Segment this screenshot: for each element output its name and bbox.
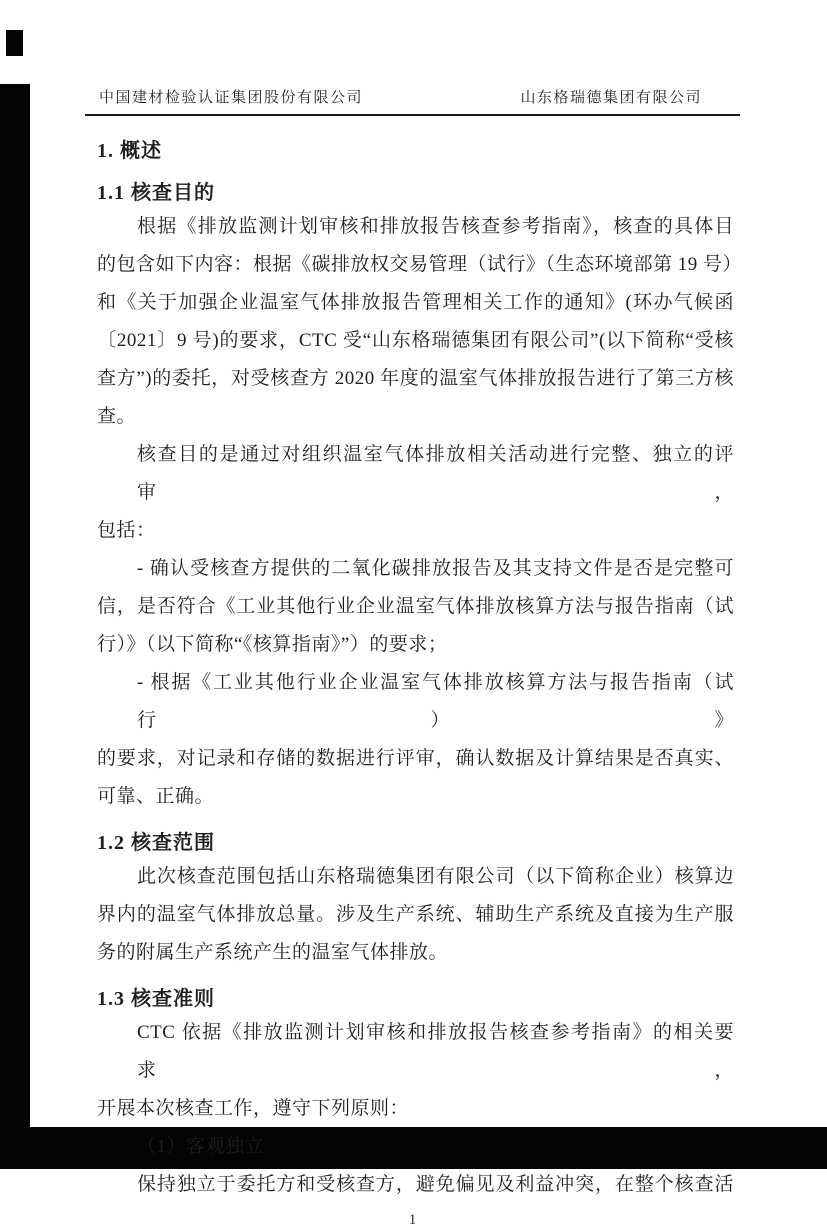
- paragraph-line: 的包含如下内容：根据《碳排放权交易管理（试行》（生态环境部第 19 号）: [97, 254, 743, 275]
- header-client-company: 山东格瑞德集团有限公司: [520, 90, 702, 106]
- paragraph-line: 核查目的是通过对组织温室气体排放相关活动进行完整、独立的评审，: [137, 444, 734, 503]
- paragraph-line: 行）》（以下简称“《核算指南》”）的要求；: [97, 634, 448, 655]
- scan-artifact-blob: [6, 30, 23, 56]
- paragraph-line: 开展本次核查工作，遵守下列原则：: [97, 1098, 410, 1119]
- page-content: [85, 86, 743, 1229]
- paragraph-line: 信，是否符合《工业其他行业企业温室气体排放核算方法与报告指南（试: [97, 596, 734, 617]
- paragraph: [97, 1014, 734, 1128]
- paragraph-line: - 根据《工业其他行业企业温室气体排放核算方法与报告指南（试行）》: [137, 672, 734, 731]
- paragraph: [97, 1166, 734, 1204]
- paragraph-line: 的要求，对记录和存储的数据进行评审，确认数据及计算结果是否真实、: [97, 748, 734, 769]
- page-number: 1: [408, 1212, 417, 1228]
- paragraph-line: 保持独立于委托方和受核查方，避免偏见及利益冲突，在整个核查活: [137, 1174, 734, 1195]
- paragraph-line: 包括：: [97, 520, 156, 541]
- paragraph: [97, 858, 734, 972]
- paragraph: [97, 208, 743, 436]
- section-heading: 1.2 核查范围: [97, 832, 215, 854]
- section-heading: 1.1 核查目的: [97, 182, 215, 204]
- paragraph-line: 查方”)的委托，对受核查方 2020 年度的温室气体排放报告进行了第三方核: [97, 368, 734, 389]
- paragraph-line: 此次核查范围包括山东格瑞德集团有限公司（以下简称企业）核算边: [137, 866, 734, 887]
- document-body: [85, 136, 743, 1204]
- paragraph-line: 和《关于加强企业温室气体排放报告管理相关工作的通知》(环办气候函: [97, 292, 734, 313]
- paragraph: [97, 664, 734, 816]
- page-header: [85, 86, 740, 116]
- paragraph-line: 界内的温室气体排放总量。涉及生产系统、辅助生产系统及直接为生产服: [97, 904, 734, 925]
- paragraph-line: 〔2021〕9 号)的要求，CTC 受“山东格瑞德集团有限公司”(以下简称“受核: [97, 330, 734, 351]
- page-footer: [85, 1212, 740, 1229]
- paragraph: [97, 436, 734, 550]
- paragraph-line: 可靠、正确。: [97, 786, 215, 807]
- paragraph-line: - 确认受核查方提供的二氧化碳排放报告及其支持文件是否是完整可: [137, 558, 734, 579]
- paragraph-line: 查。: [97, 406, 137, 427]
- paragraph: [97, 550, 734, 664]
- header-verifier-company: 中国建材检验认证集团股份有限公司: [99, 90, 364, 106]
- paragraph-line: 务的附属生产系统产生的温室气体排放。: [97, 942, 449, 963]
- section-heading: 1.3 核查准则: [97, 988, 215, 1010]
- scan-artifact-left-bar: [0, 84, 30, 1169]
- section-heading: 1. 概述: [97, 140, 162, 162]
- paragraph: [97, 1128, 734, 1166]
- paragraph-line: 根据《排放监测计划审核和排放报告核查参考指南》，核查的具体目: [137, 216, 734, 237]
- paragraph-line: CTC 依据《排放监测计划审核和排放报告核查参考指南》的相关要求，: [137, 1022, 734, 1081]
- paragraph-line: （1）客观独立: [137, 1136, 265, 1157]
